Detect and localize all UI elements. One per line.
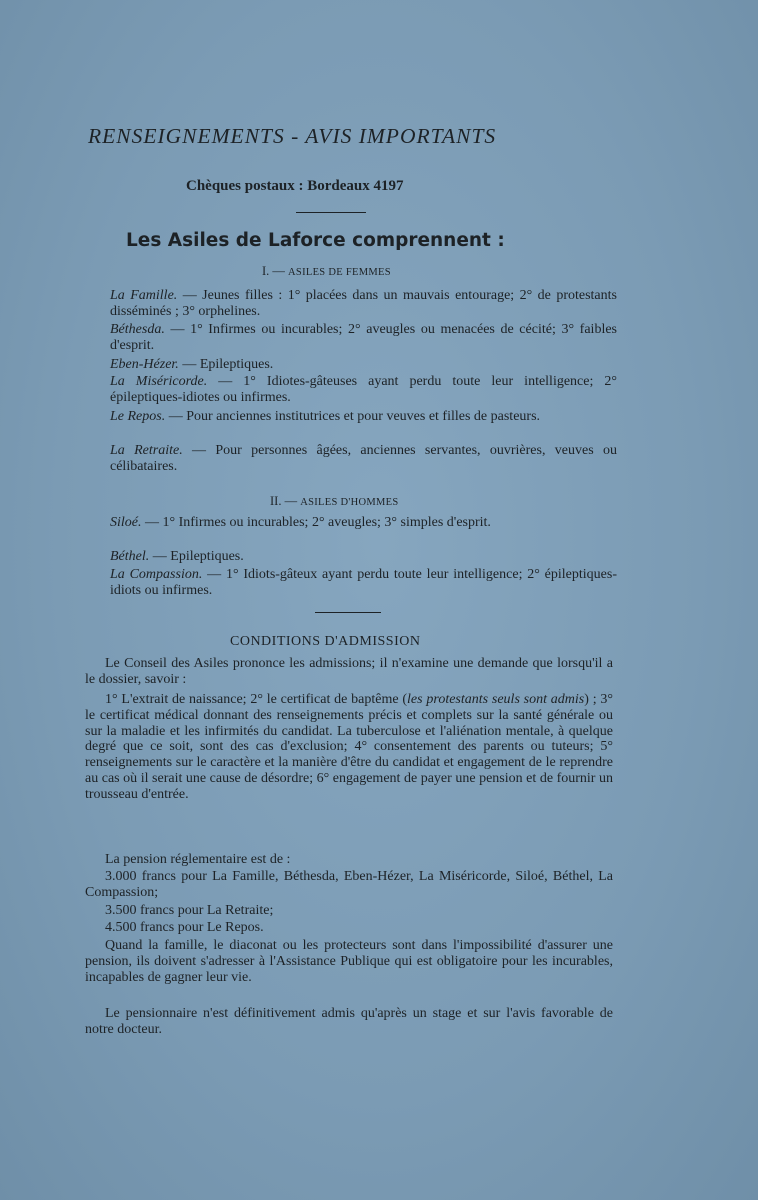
asylum-description: — 1° Infirmes ou incurables; 2° aveugles; 3° simples d'esprit. xyxy=(141,515,491,530)
text-run: 1° L'extrait de naissance; 2° le certificat de baptême ( xyxy=(105,692,408,707)
asylum-name: Béthesda. xyxy=(110,322,165,337)
text-run: ) ; 3° le certificat médical donnant des renseignements précis et complets sur la santé générale ou sur la maladie et les infirmités du candidat. La tuberculose et l'aliénation mentale, à quelque degré que ce soit, sont des cas d'exclusion; 4° consentement des parents ou tuteurs; 5° renseignements sur le caractère et la manière d'être du candidat et engagement de le reprendre au cas où il serait une cause de désordre; 6° engagement de payer une pension et de fournir un trousseau d'entrée. xyxy=(85,692,613,802)
conditions-paragraph: La pension réglementaire est de : xyxy=(105,852,291,867)
asylum-description: — Epileptiques. xyxy=(178,357,274,372)
postal-cheques-line: Chèques postaux : Bordeaux 4197 xyxy=(186,178,404,194)
asylum-description: — Jeunes filles : 1° placées dans un mauvais entourage; 2° de protestants disséminés ; 3° orphelines. xyxy=(110,288,617,319)
asylum-description: — 1° Infirmes ou incurables; 2° aveugles ou menacées de cécité; 3° faibles d'esprit. xyxy=(110,322,617,353)
section-women-title xyxy=(262,264,391,279)
conditions-paragraph: Quand la famille, le diaconat ou les protecteurs sont dans l'impossibilité d'assurer une pension, ils doivent s'adresser à l'Assistance Publique qui est obligatoire pour les incurables, incapables de gagner leur vie. xyxy=(85,938,613,985)
asylum-name: La Retraite. xyxy=(110,443,183,458)
section-label: ASILES DE FEMMES xyxy=(288,267,391,278)
asylum-description: — Pour personnes âgées, anciennes servantes, ouvrières, veuves ou célibataires. xyxy=(110,443,617,474)
divider xyxy=(296,212,366,213)
conditions-heading: CONDITIONS D'ADMISSION xyxy=(230,634,421,649)
asylum-name: La Compassion. xyxy=(110,567,203,582)
text-run-italic: les protestants seuls sont admis xyxy=(407,692,585,707)
asylum-description: — 1° Idiots-gâteux ayant perdu toute leur intelligence; 2° épileptiques-idiots ou infirmes. xyxy=(110,567,617,598)
list-item xyxy=(110,374,617,405)
asylum-name: La Miséricorde. xyxy=(110,374,208,389)
list-item xyxy=(110,409,617,425)
divider xyxy=(315,612,381,613)
asylum-name: Béthel. xyxy=(110,549,150,564)
asylum-name: Eben-Hézer. xyxy=(110,357,179,372)
conditions-paragraph: 3.000 francs pour La Famille, Béthesda, Eben-Hézer, La Miséricorde, Siloé, Béthel, La Compassion; xyxy=(85,869,613,900)
list-item xyxy=(110,515,617,531)
section-label: ASILES D'HOMMES xyxy=(300,497,399,508)
asylum-description: — 1° Idiotes-gâteuses ayant perdu toute leur intelligence; 2° épileptiques-idiotes ou infirmes. xyxy=(110,374,617,405)
asylum-description: — Epileptiques. xyxy=(149,549,244,564)
conditions-paragraph: Le Conseil des Asiles prononce les admissions; il n'examine une demande que lorsqu'il a le dossier, savoir : xyxy=(85,656,613,687)
asylum-name: Le Repos. xyxy=(110,409,166,424)
asylum-description: — Pour anciennes institutrices et pour veuves et filles de pasteurs. xyxy=(165,409,541,424)
section-number: II. — xyxy=(270,494,298,508)
list-item xyxy=(110,549,617,565)
conditions-paragraph: Le pensionnaire n'est définitivement admis qu'après un stage et sur l'avis favorable de notre docteur. xyxy=(85,1006,613,1037)
list-item xyxy=(110,322,617,353)
section-men-title xyxy=(270,494,398,509)
conditions-paragraph: 3.500 francs pour La Retraite; xyxy=(105,903,274,918)
conditions-paragraph: 4.500 francs pour Le Repos. xyxy=(105,920,264,935)
conditions-paragraph xyxy=(85,692,613,803)
list-item xyxy=(110,443,617,474)
asylum-name: La Famille. xyxy=(110,288,178,303)
section-number: I. — xyxy=(262,264,285,278)
page-title: RENSEIGNEMENTS - AVIS IMPORTANTS xyxy=(88,124,497,148)
asylum-name: Siloé. xyxy=(110,515,142,530)
list-item xyxy=(110,357,617,373)
asylums-heading: Les Asiles de Laforce comprennent : xyxy=(126,230,505,251)
list-item xyxy=(110,567,617,598)
list-item xyxy=(110,288,617,319)
